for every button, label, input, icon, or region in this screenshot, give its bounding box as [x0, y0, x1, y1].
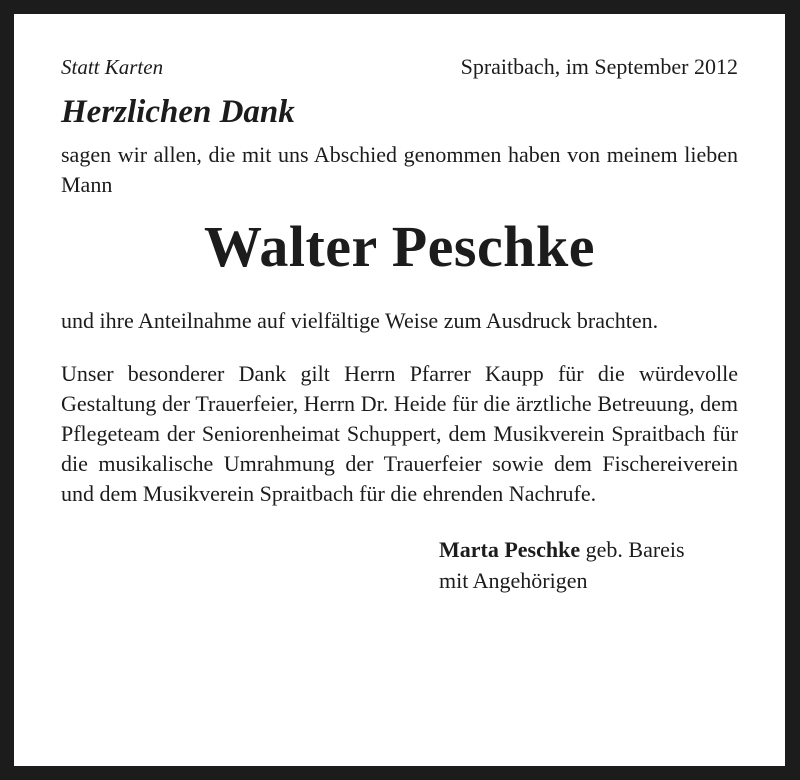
headline: Herzlichen Dank [61, 94, 295, 130]
notice-content [61, 50, 738, 596]
signature-name: Marta Peschke [439, 537, 581, 562]
frame-border-left [0, 0, 14, 780]
intro-paragraph: sagen wir allen, die mit uns Abschied genommen haben von meinem lieben Mann [61, 142, 738, 197]
header-left-text: Statt Karten [61, 55, 164, 79]
signature-block [439, 534, 738, 596]
continuation-paragraph: und ihre Anteilnahme auf vielfältige Weise zum Ausdruck brachten. [61, 308, 659, 333]
frame-border-bottom [0, 766, 800, 780]
thanks-paragraph: Unser besonderer Dank gilt Herrn Pfarrer Kaupp für die würdevolle Gestaltung der Trauerfeier, Herrn Dr. Heide für die ärztliche Betreuung, dem Pflegeteam der Seniorenheimat Schuppert, dem Musikverein Spraitbach für die musikalische Umrahmung der Trauerfeier sowie dem Fischereiverein und dem Musikverein Spraitbach für die ehrenden Nachrufe. [61, 361, 738, 506]
frame-border-right [785, 0, 800, 780]
signature-name-suffix: geb. Bareis [580, 537, 685, 562]
header-place-date: Spraitbach, im September 2012 [460, 54, 738, 79]
deceased-name: Walter Peschke [204, 214, 595, 279]
signature-line-1 [439, 534, 738, 565]
signature-line-2: mit Angehörigen [439, 568, 588, 593]
frame-border-top [0, 0, 800, 14]
header-row [61, 50, 738, 84]
